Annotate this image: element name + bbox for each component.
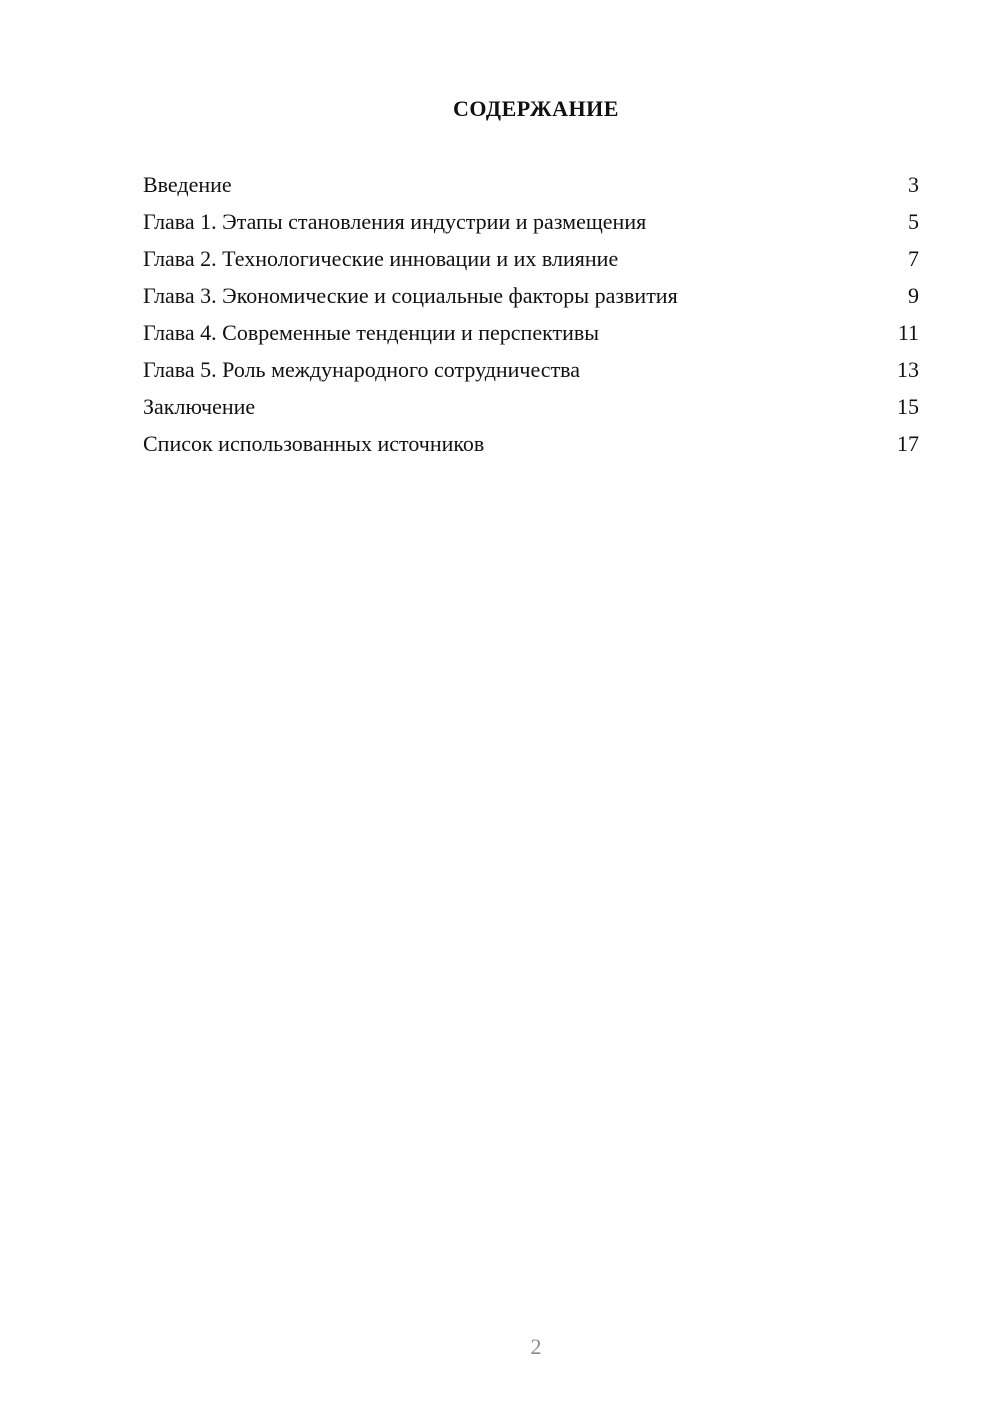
toc-entry-introduction <box>143 170 919 207</box>
toc-entry-label: Глава 5. Роль международного сотрудничества <box>143 357 581 382</box>
toc-entry-page: 3 <box>908 172 919 197</box>
toc-entry-label: Глава 2. Технологические инновации и их влияние <box>143 246 619 271</box>
toc-entry-page: 9 <box>908 283 919 308</box>
toc-entry-page: 11 <box>897 320 919 345</box>
toc-entry-chapter-2 <box>143 244 919 281</box>
toc-entry-chapter-5 <box>143 355 919 392</box>
toc-entry-conclusion <box>143 392 919 429</box>
table-of-contents <box>143 170 919 466</box>
toc-entry-chapter-4 <box>143 318 919 355</box>
toc-entry-label: Введение <box>143 172 232 197</box>
toc-entry-page: 15 <box>897 394 919 419</box>
page-title: СОДЕРЖАНИЕ <box>453 96 619 121</box>
toc-entry-chapter-1 <box>143 207 919 244</box>
toc-entry-references <box>143 429 919 466</box>
toc-entry-label: Глава 3. Экономические и социальные факторы развития <box>143 283 678 308</box>
toc-entry-chapter-3 <box>143 281 919 318</box>
toc-entry-label: Заключение <box>143 394 256 419</box>
toc-entry-page: 5 <box>908 209 919 234</box>
toc-entry-label: Список использованных источников <box>143 431 485 456</box>
toc-entry-label: Глава 1. Этапы становления индустрии и размещения <box>143 209 647 234</box>
toc-entry-page: 7 <box>908 246 919 271</box>
page-number: 2 <box>530 1334 542 1359</box>
toc-entry-page: 17 <box>897 431 919 456</box>
toc-entry-label: Глава 4. Современные тенденции и перспективы <box>143 320 600 345</box>
toc-entry-page: 13 <box>897 357 919 382</box>
